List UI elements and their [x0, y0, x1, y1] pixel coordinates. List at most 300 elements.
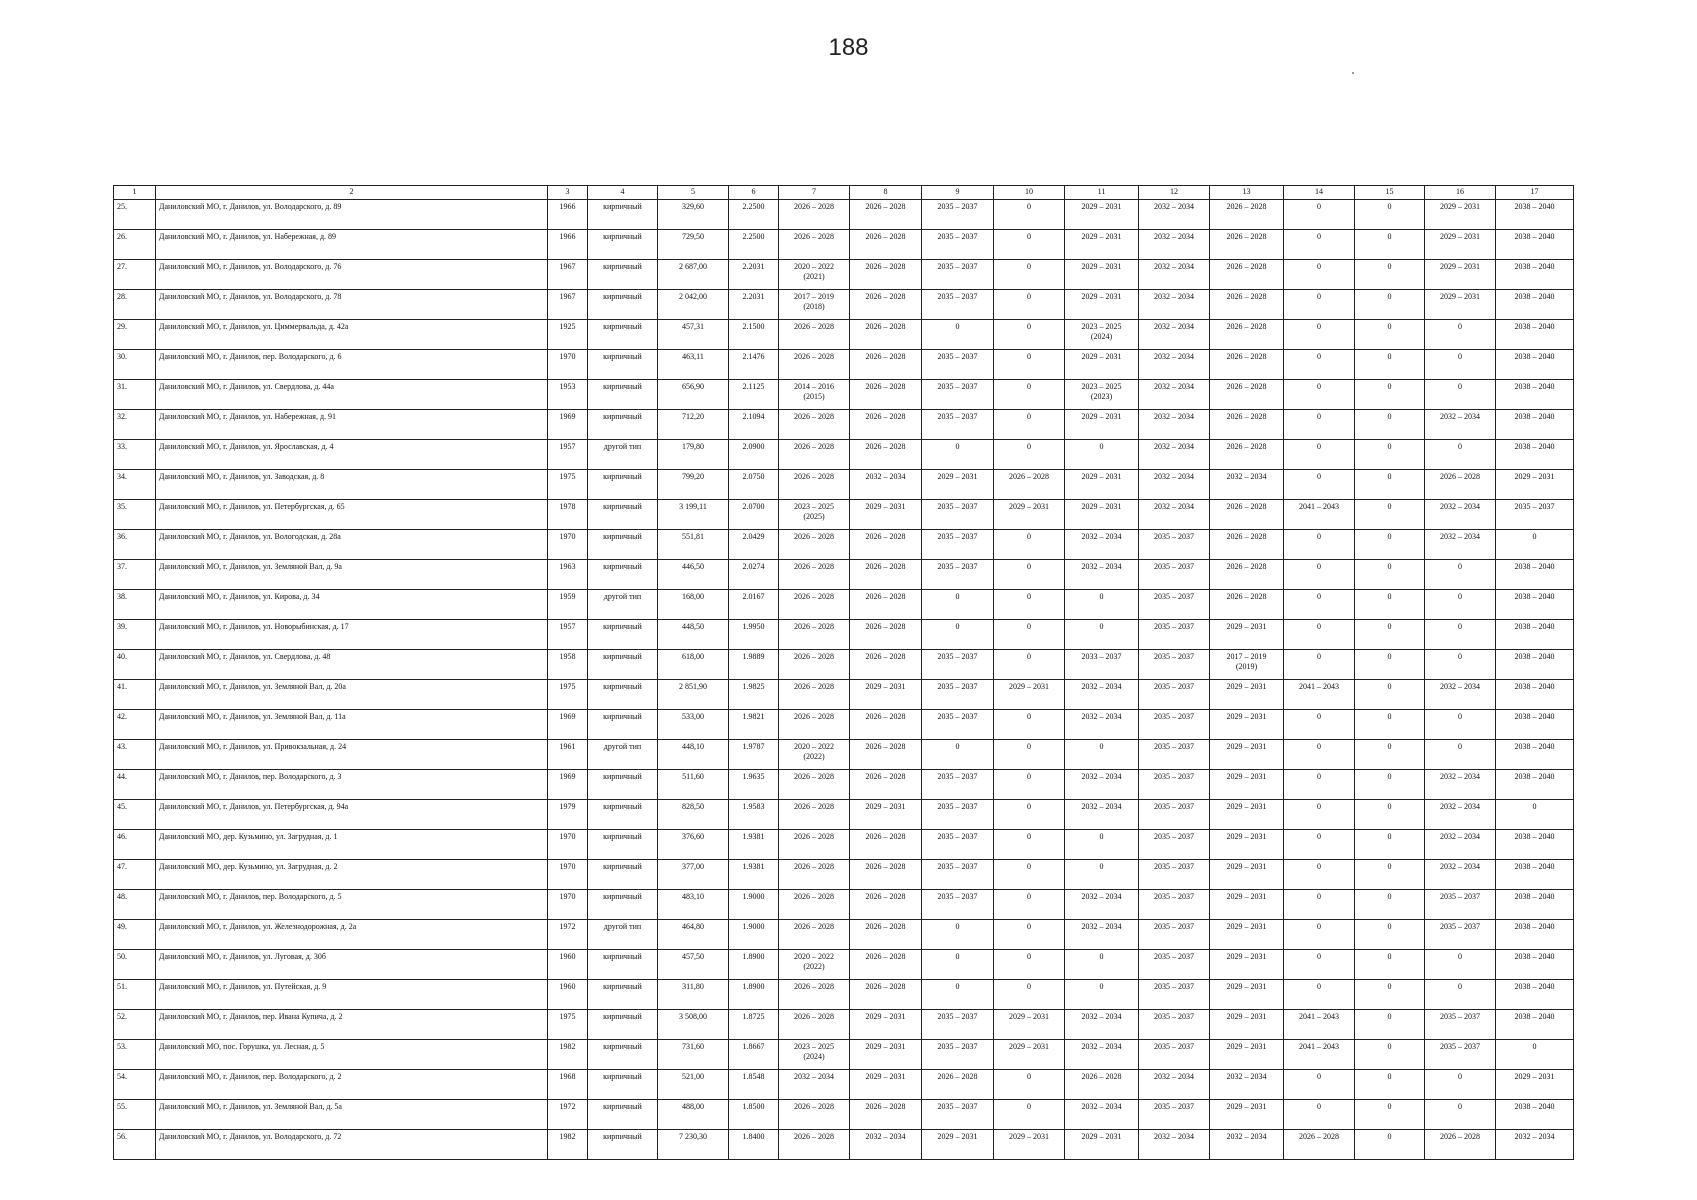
period-col-15-cell: 0 [1355, 770, 1425, 800]
year-built-cell: 1970 [548, 890, 588, 920]
column-number-6: 6 [729, 186, 779, 200]
period-col-10-cell: 2029 – 2031 [994, 680, 1065, 710]
table-row [114, 980, 1574, 1010]
wall-material-cell: кирпичный [588, 1070, 658, 1100]
period-col-17-cell: 2038 – 2040 [1496, 260, 1574, 290]
period-col-14-cell: 0 [1284, 1070, 1355, 1100]
period-col-13-cell: 2029 – 2031 [1210, 920, 1284, 950]
period-col-12-cell: 2035 – 2037 [1139, 890, 1210, 920]
period-col-8-cell: 2026 – 2028 [850, 380, 922, 410]
table-row [114, 710, 1574, 740]
wall-material-cell: другой тип [588, 740, 658, 770]
period-col-16-cell: 2029 – 2031 [1425, 200, 1496, 230]
period-col-10-cell: 0 [994, 710, 1065, 740]
period-col-11-cell: 0 [1065, 860, 1139, 890]
period-col-11-cell [1065, 380, 1139, 410]
area-cell: 2 851,90 [658, 680, 729, 710]
column-number-5: 5 [658, 186, 729, 200]
period-col-15-cell: 0 [1355, 500, 1425, 530]
address-cell: Даниловский МО, г. Данилов, пер. Володарского, д. 2 [156, 1070, 548, 1100]
row-number-cell: 53. [114, 1040, 156, 1070]
row-number-cell: 25. [114, 200, 156, 230]
period-col-9-cell: 2035 – 2037 [922, 830, 994, 860]
period-col-13-cell: 2026 – 2028 [1210, 530, 1284, 560]
priority-index-cell: 2.1500 [729, 320, 779, 350]
address-cell: Даниловский МО, г. Данилов, ул. Володарского, д. 72 [156, 1130, 548, 1160]
area-cell: 828,50 [658, 800, 729, 830]
row-number-cell: 34. [114, 470, 156, 500]
address-cell: Даниловский МО, г. Данилов, ул. Петербургская, д. 94а [156, 800, 548, 830]
area-cell: 2 687,00 [658, 260, 729, 290]
year-built-cell: 1969 [548, 710, 588, 740]
period-col-9-cell: 2035 – 2037 [922, 530, 994, 560]
period-col-16-cell: 0 [1425, 560, 1496, 590]
period-col-12-cell: 2032 – 2034 [1139, 380, 1210, 410]
period-col-15-cell: 0 [1355, 620, 1425, 650]
period-col-10-cell: 0 [994, 770, 1065, 800]
priority-index-cell: 1.9787 [729, 740, 779, 770]
period-col-14-cell: 0 [1284, 890, 1355, 920]
period-col-10-cell: 2026 – 2028 [994, 470, 1065, 500]
period-col-14-cell: 2041 – 2043 [1284, 680, 1355, 710]
area-cell: 168,00 [658, 590, 729, 620]
period-col-8-cell: 2026 – 2028 [850, 920, 922, 950]
period-col-11-cell: 2029 – 2031 [1065, 470, 1139, 500]
area-cell: 376,60 [658, 830, 729, 860]
table-row [114, 860, 1574, 890]
table-row [114, 590, 1574, 620]
period-col-8-cell: 2026 – 2028 [850, 260, 922, 290]
period-col-14-cell: 0 [1284, 620, 1355, 650]
year-built-cell: 1970 [548, 830, 588, 860]
area-cell: 7 230,30 [658, 1130, 729, 1160]
address-cell: Даниловский МО, дер. Кузьмино, ул. Загрудная, д. 1 [156, 830, 548, 860]
period-col-15-cell: 0 [1355, 800, 1425, 830]
period-col-8-cell: 2026 – 2028 [850, 230, 922, 260]
period-col-15-cell: 0 [1355, 890, 1425, 920]
priority-index-cell: 1.9950 [729, 620, 779, 650]
period-col-10-cell: 0 [994, 590, 1065, 620]
period-col-12-cell: 2032 – 2034 [1139, 440, 1210, 470]
period-col-7-cell: 2026 – 2028 [779, 230, 850, 260]
row-number-cell: 36. [114, 530, 156, 560]
row-number-cell: 43. [114, 740, 156, 770]
row-number-cell: 46. [114, 830, 156, 860]
row-number-cell: 38. [114, 590, 156, 620]
period-col-7-cell: 2032 – 2034 [779, 1070, 850, 1100]
period-col-11-cell: 2029 – 2031 [1065, 290, 1139, 320]
period-col-13-cell [1210, 650, 1284, 680]
area-cell: 2 042,00 [658, 290, 729, 320]
period-col-9-cell: 2035 – 2037 [922, 1010, 994, 1040]
priority-index-cell: 2.0274 [729, 560, 779, 590]
address-cell: Даниловский МО, г. Данилов, пер. Ивана Купича, д. 2 [156, 1010, 548, 1040]
period-col-15-cell: 0 [1355, 470, 1425, 500]
period-col-12-cell: 2035 – 2037 [1139, 1040, 1210, 1070]
address-cell: Даниловский МО, г. Данилов, пер. Володарского, д. 5 [156, 890, 548, 920]
row-number-cell: 51. [114, 980, 156, 1010]
address-cell: Даниловский МО, г. Данилов, пер. Володарского, д. 3 [156, 770, 548, 800]
period-col-12-cell: 2032 – 2034 [1139, 230, 1210, 260]
priority-index-cell: 1.8900 [729, 980, 779, 1010]
period-col-10-cell: 0 [994, 230, 1065, 260]
period-col-15-cell: 0 [1355, 1040, 1425, 1070]
address-cell: Даниловский МО, г. Данилов, ул. Ярославская, д. 4 [156, 440, 548, 470]
period-col-8-cell: 2026 – 2028 [850, 830, 922, 860]
column-number-8: 8 [850, 186, 922, 200]
address-cell: Даниловский МО, г. Данилов, ул. Свердлова, д. 44а [156, 380, 548, 410]
wall-material-cell: кирпичный [588, 890, 658, 920]
address-cell: Даниловский МО, г. Данилов, ул. Железнодорожная, д. 2а [156, 920, 548, 950]
period-col-12-cell: 2035 – 2037 [1139, 950, 1210, 980]
period-col-15-cell: 0 [1355, 590, 1425, 620]
area-cell: 483,10 [658, 890, 729, 920]
period-col-12-cell: 2032 – 2034 [1139, 320, 1210, 350]
wall-material-cell: кирпичный [588, 1010, 658, 1040]
year-built-cell: 1975 [548, 470, 588, 500]
period-col-9-cell: 0 [922, 320, 994, 350]
period-col-17-cell: 2038 – 2040 [1496, 380, 1574, 410]
period-col-7-cell: 2026 – 2028 [779, 200, 850, 230]
area-cell: 618,00 [658, 650, 729, 680]
table-row [114, 830, 1574, 860]
wall-material-cell: кирпичный [588, 950, 658, 980]
table-row [114, 620, 1574, 650]
table-row [114, 770, 1574, 800]
period-col-10-cell: 0 [994, 380, 1065, 410]
period-col-14-cell: 0 [1284, 920, 1355, 950]
area-cell: 712,20 [658, 410, 729, 440]
address-cell: Даниловский МО, г. Данилов, ул. Володарского, д. 89 [156, 200, 548, 230]
period-col-13-cell: 2026 – 2028 [1210, 260, 1284, 290]
year-built-cell: 1969 [548, 770, 588, 800]
period-col-11-cell: 2032 – 2034 [1065, 1040, 1139, 1070]
period-col-13-cell: 2029 – 2031 [1210, 680, 1284, 710]
period-col-8-cell: 2029 – 2031 [850, 1070, 922, 1100]
period-col-13-cell: 2029 – 2031 [1210, 770, 1284, 800]
period-col-17-cell: 2038 – 2040 [1496, 710, 1574, 740]
period-col-12-cell: 2035 – 2037 [1139, 830, 1210, 860]
period-col-12-cell: 2035 – 2037 [1139, 800, 1210, 830]
period-col-13-cell: 2026 – 2028 [1210, 590, 1284, 620]
row-number-cell: 45. [114, 800, 156, 830]
period-col-8-cell: 2026 – 2028 [850, 440, 922, 470]
period-col-9-cell: 2035 – 2037 [922, 680, 994, 710]
period-col-16-cell: 2029 – 2031 [1425, 230, 1496, 260]
period-col-16-cell: 2032 – 2034 [1425, 530, 1496, 560]
area-cell: 311,80 [658, 980, 729, 1010]
table-row [114, 410, 1574, 440]
period-col-8-cell: 2029 – 2031 [850, 680, 922, 710]
period-col-11-cell: 2029 – 2031 [1065, 1130, 1139, 1160]
period-col-14-cell: 0 [1284, 980, 1355, 1010]
period-col-10-cell: 0 [994, 200, 1065, 230]
period-col-15-cell: 0 [1355, 830, 1425, 860]
wall-material-cell: кирпичный [588, 350, 658, 380]
year-built-cell: 1978 [548, 500, 588, 530]
row-number-cell: 27. [114, 260, 156, 290]
period-col-8-cell: 2026 – 2028 [850, 590, 922, 620]
cell-line: (2022) [803, 752, 825, 761]
period-col-10-cell: 0 [994, 560, 1065, 590]
period-col-7-cell: 2026 – 2028 [779, 620, 850, 650]
period-col-17-cell: 2038 – 2040 [1496, 620, 1574, 650]
period-col-15-cell: 0 [1355, 350, 1425, 380]
priority-index-cell: 2.0700 [729, 500, 779, 530]
cell-line: (2022) [803, 962, 825, 971]
period-col-16-cell: 2032 – 2034 [1425, 500, 1496, 530]
column-number-17: 17 [1496, 186, 1574, 200]
period-col-17-cell: 2038 – 2040 [1496, 890, 1574, 920]
period-col-14-cell: 0 [1284, 830, 1355, 860]
period-col-10-cell: 0 [994, 260, 1065, 290]
area-cell: 457,50 [658, 950, 729, 980]
period-col-9-cell: 2035 – 2037 [922, 860, 994, 890]
period-col-14-cell: 0 [1284, 530, 1355, 560]
year-built-cell: 1966 [548, 200, 588, 230]
period-col-7-cell [779, 380, 850, 410]
period-col-12-cell: 2035 – 2037 [1139, 980, 1210, 1010]
period-col-16-cell: 2032 – 2034 [1425, 800, 1496, 830]
period-col-12-cell: 2032 – 2034 [1139, 410, 1210, 440]
priority-index-cell: 1.8667 [729, 1040, 779, 1070]
period-col-16-cell: 0 [1425, 320, 1496, 350]
area-cell: 511,60 [658, 770, 729, 800]
column-number-12: 12 [1139, 186, 1210, 200]
period-col-17-cell: 2038 – 2040 [1496, 590, 1574, 620]
column-number-11: 11 [1065, 186, 1139, 200]
row-number-cell: 50. [114, 950, 156, 980]
period-col-7-cell: 2026 – 2028 [779, 980, 850, 1010]
period-col-11-cell: 0 [1065, 740, 1139, 770]
wall-material-cell: кирпичный [588, 650, 658, 680]
table-row [114, 350, 1574, 380]
year-built-cell: 1979 [548, 800, 588, 830]
area-cell: 521,00 [658, 1070, 729, 1100]
period-col-8-cell: 2026 – 2028 [850, 980, 922, 1010]
table-row [114, 740, 1574, 770]
period-col-11-cell: 2029 – 2031 [1065, 350, 1139, 380]
period-col-14-cell: 0 [1284, 470, 1355, 500]
period-col-13-cell: 2029 – 2031 [1210, 830, 1284, 860]
period-col-10-cell: 0 [994, 440, 1065, 470]
period-col-11-cell: 2026 – 2028 [1065, 1070, 1139, 1100]
period-col-14-cell: 2041 – 2043 [1284, 1010, 1355, 1040]
period-col-10-cell: 0 [994, 800, 1065, 830]
period-col-7-cell [779, 740, 850, 770]
period-col-11-cell: 2033 – 2037 [1065, 650, 1139, 680]
period-col-16-cell: 2032 – 2034 [1425, 830, 1496, 860]
priority-index-cell: 1.9825 [729, 680, 779, 710]
period-col-16-cell: 2029 – 2031 [1425, 260, 1496, 290]
cell-line: (2024) [1090, 332, 1113, 341]
period-col-12-cell: 2035 – 2037 [1139, 1010, 1210, 1040]
period-col-9-cell: 2035 – 2037 [922, 1040, 994, 1070]
wall-material-cell: кирпичный [588, 830, 658, 860]
period-col-7-cell: 2026 – 2028 [779, 830, 850, 860]
table-row [114, 680, 1574, 710]
wall-material-cell: другой тип [588, 440, 658, 470]
table-row [114, 500, 1574, 530]
period-col-12-cell: 2035 – 2037 [1139, 1100, 1210, 1130]
period-col-10-cell: 0 [994, 530, 1065, 560]
period-col-17-cell: 0 [1496, 530, 1574, 560]
period-col-10-cell: 0 [994, 410, 1065, 440]
period-col-11-cell: 2029 – 2031 [1065, 410, 1139, 440]
period-col-12-cell: 2032 – 2034 [1139, 1070, 1210, 1100]
period-col-9-cell: 2035 – 2037 [922, 710, 994, 740]
period-col-12-cell: 2035 – 2037 [1139, 920, 1210, 950]
year-built-cell: 1970 [548, 860, 588, 890]
period-col-11-cell: 2032 – 2034 [1065, 1010, 1139, 1040]
table-row [114, 1070, 1574, 1100]
year-built-cell: 1958 [548, 650, 588, 680]
cell-line: (2018) [803, 302, 825, 311]
period-col-9-cell: 2029 – 2031 [922, 1130, 994, 1160]
address-cell: Даниловский МО, г. Данилов, ул. Кирова, д. 34 [156, 590, 548, 620]
period-col-17-cell: 2029 – 2031 [1496, 470, 1574, 500]
row-number-cell: 28. [114, 290, 156, 320]
period-col-17-cell: 0 [1496, 1040, 1574, 1070]
period-col-11-cell: 0 [1065, 590, 1139, 620]
period-col-7-cell: 2026 – 2028 [779, 1100, 850, 1130]
scan-speck [1352, 72, 1354, 74]
period-col-7-cell [779, 260, 850, 290]
period-col-15-cell: 0 [1355, 380, 1425, 410]
wall-material-cell: кирпичный [588, 290, 658, 320]
period-col-9-cell: 2029 – 2031 [922, 470, 994, 500]
period-col-12-cell: 2032 – 2034 [1139, 260, 1210, 290]
wall-material-cell: кирпичный [588, 260, 658, 290]
period-col-8-cell: 2032 – 2034 [850, 1130, 922, 1160]
period-col-8-cell: 2026 – 2028 [850, 410, 922, 440]
wall-material-cell: кирпичный [588, 560, 658, 590]
address-cell: Даниловский МО, г. Данилов, ул. Новорыбинская, д. 17 [156, 620, 548, 650]
priority-index-cell: 2.0429 [729, 530, 779, 560]
cell-line: 2020 – 2022 [794, 952, 834, 961]
priority-index-cell: 2.2500 [729, 200, 779, 230]
year-built-cell: 1961 [548, 740, 588, 770]
period-col-9-cell: 2035 – 2037 [922, 770, 994, 800]
period-col-8-cell: 2032 – 2034 [850, 470, 922, 500]
period-col-12-cell: 2032 – 2034 [1139, 350, 1210, 380]
period-col-7-cell: 2026 – 2028 [779, 860, 850, 890]
wall-material-cell: кирпичный [588, 1040, 658, 1070]
address-cell: Даниловский МО, г. Данилов, ул. Земляной Вал, д. 20а [156, 680, 548, 710]
period-col-7-cell: 2026 – 2028 [779, 410, 850, 440]
year-built-cell: 1970 [548, 530, 588, 560]
priority-index-cell: 1.8900 [729, 950, 779, 980]
table-row [114, 230, 1574, 260]
wall-material-cell: кирпичный [588, 980, 658, 1010]
address-cell: Даниловский МО, г. Данилов, ул. Свердлова, д. 48 [156, 650, 548, 680]
page-number: 188 [828, 34, 869, 61]
address-cell: Даниловский МО, г. Данилов, пер. Володарского, д. 6 [156, 350, 548, 380]
area-cell: 446,50 [658, 560, 729, 590]
period-col-15-cell: 0 [1355, 920, 1425, 950]
column-number-3: 3 [548, 186, 588, 200]
period-col-14-cell: 0 [1284, 950, 1355, 980]
address-cell: Даниловский МО, г. Данилов, ул. Заводская, д. 8 [156, 470, 548, 500]
period-col-14-cell: 0 [1284, 200, 1355, 230]
period-col-10-cell: 0 [994, 620, 1065, 650]
period-col-17-cell: 2038 – 2040 [1496, 860, 1574, 890]
period-col-8-cell: 2026 – 2028 [850, 890, 922, 920]
housing-table-container [113, 185, 1573, 1160]
period-col-16-cell: 2029 – 2031 [1425, 290, 1496, 320]
table-row [114, 890, 1574, 920]
area-cell: 3 508,00 [658, 1010, 729, 1040]
cell-line: (2021) [803, 272, 825, 281]
column-number-13: 13 [1210, 186, 1284, 200]
period-col-14-cell: 0 [1284, 860, 1355, 890]
period-col-11-cell: 2029 – 2031 [1065, 260, 1139, 290]
period-col-17-cell: 2038 – 2040 [1496, 1010, 1574, 1040]
column-number-9: 9 [922, 186, 994, 200]
period-col-13-cell: 2032 – 2034 [1210, 1130, 1284, 1160]
period-col-11-cell: 2032 – 2034 [1065, 1100, 1139, 1130]
period-col-9-cell: 0 [922, 440, 994, 470]
period-col-15-cell: 0 [1355, 1130, 1425, 1160]
period-col-9-cell: 2035 – 2037 [922, 1100, 994, 1130]
period-col-14-cell: 0 [1284, 560, 1355, 590]
row-number-cell: 54. [114, 1070, 156, 1100]
period-col-9-cell: 2035 – 2037 [922, 200, 994, 230]
period-col-14-cell: 0 [1284, 410, 1355, 440]
period-col-14-cell: 0 [1284, 350, 1355, 380]
period-col-15-cell: 0 [1355, 560, 1425, 590]
period-col-13-cell: 2026 – 2028 [1210, 380, 1284, 410]
table-row [114, 530, 1574, 560]
priority-index-cell: 2.1094 [729, 410, 779, 440]
period-col-9-cell: 2035 – 2037 [922, 500, 994, 530]
wall-material-cell: кирпичный [588, 710, 658, 740]
period-col-16-cell: 0 [1425, 650, 1496, 680]
table-row [114, 380, 1574, 410]
period-col-14-cell: 0 [1284, 320, 1355, 350]
period-col-11-cell: 2032 – 2034 [1065, 770, 1139, 800]
wall-material-cell: кирпичный [588, 380, 658, 410]
period-col-14-cell: 2041 – 2043 [1284, 500, 1355, 530]
priority-index-cell: 1.8400 [729, 1130, 779, 1160]
cell-line: 2014 – 2016 [794, 382, 834, 391]
cell-line: (2025) [803, 512, 825, 521]
period-col-15-cell: 0 [1355, 740, 1425, 770]
period-col-16-cell: 0 [1425, 590, 1496, 620]
period-col-16-cell: 2035 – 2037 [1425, 1040, 1496, 1070]
period-col-15-cell: 0 [1355, 1100, 1425, 1130]
year-built-cell: 1966 [548, 230, 588, 260]
period-col-13-cell: 2029 – 2031 [1210, 800, 1284, 830]
period-col-11-cell: 2032 – 2034 [1065, 710, 1139, 740]
period-col-10-cell: 0 [994, 320, 1065, 350]
priority-index-cell: 2.0750 [729, 470, 779, 500]
period-col-8-cell: 2026 – 2028 [850, 200, 922, 230]
cell-line: 2017 – 2019 [794, 292, 834, 301]
year-built-cell: 1975 [548, 1010, 588, 1040]
period-col-9-cell: 0 [922, 620, 994, 650]
row-number-cell: 56. [114, 1130, 156, 1160]
period-col-7-cell: 2026 – 2028 [779, 440, 850, 470]
table-row [114, 1040, 1574, 1070]
period-col-14-cell: 0 [1284, 290, 1355, 320]
period-col-12-cell: 2035 – 2037 [1139, 650, 1210, 680]
period-col-15-cell: 0 [1355, 950, 1425, 980]
address-cell: Даниловский МО, дер. Кузьмино, ул. Загрудная, д. 2 [156, 860, 548, 890]
priority-index-cell: 1.8548 [729, 1070, 779, 1100]
period-col-9-cell: 2035 – 2037 [922, 650, 994, 680]
period-col-7-cell [779, 1040, 850, 1070]
